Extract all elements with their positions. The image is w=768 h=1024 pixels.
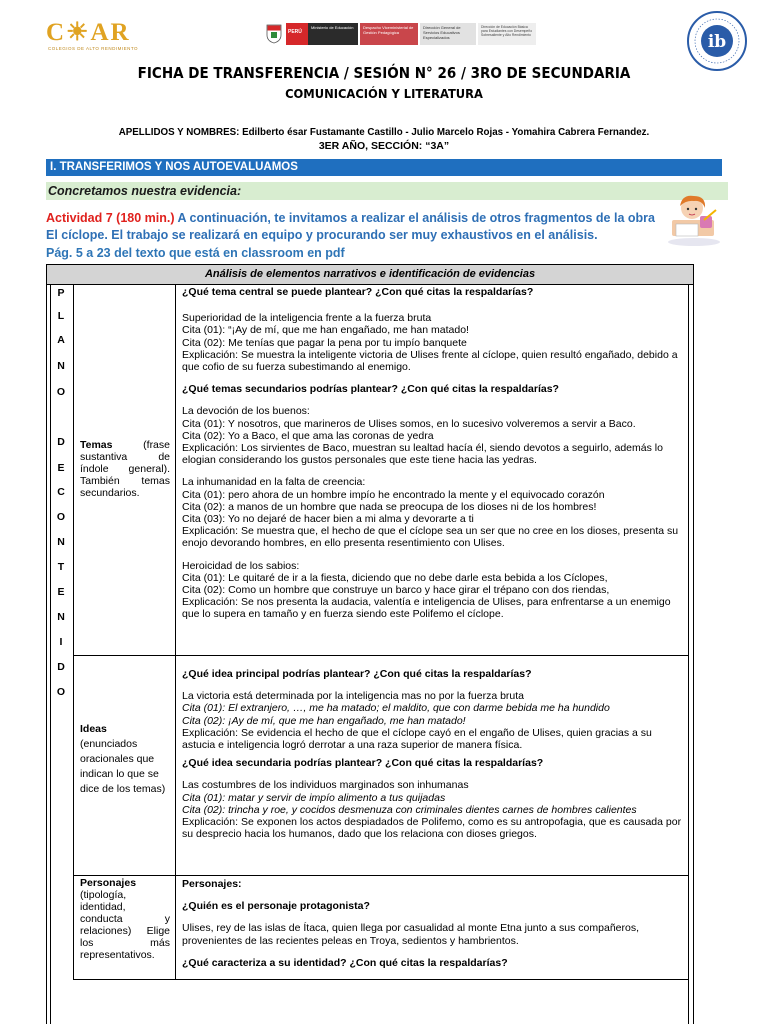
- temas-label: [80, 439, 170, 499]
- ib-logo: [686, 10, 748, 72]
- personajes-label: [80, 877, 170, 961]
- vertical-letter: O: [56, 686, 66, 698]
- tema-central: Superioridad de la inteligencia frente a la fuerza bruta: [182, 312, 432, 325]
- protagonista-answer: Ulises, rey de las islas de Ítaca, quien llega por casualidad al monte Etna junto a sus compañeros, provenientes de las recientes peleas en Troya, sedientos y hambrientos.: [182, 922, 640, 947]
- ministerio-label: Ministerio de Educación: [308, 23, 358, 45]
- ministerio-educacion-banner: [266, 22, 536, 46]
- personajes-question-identidad: ¿Qué caracteriza a su identidad? ¿Con qué citas la respaldarías?: [182, 956, 508, 969]
- vertical-letter: T: [57, 561, 65, 573]
- section-heading: I. TRANSFERIMOS Y NOS AUTOEVALUAMOS: [46, 159, 722, 176]
- tema-central-cita: Cita (01): “¡Ay de mí, que me han engañado, me han matado!: [182, 324, 469, 337]
- idea-secundaria-explicacion: Explicación: Se exponen los actos despiadados de Polifemo, como es su antropofagia, que es causada por su desprecio hacia los humanos, dado que los relaciona con dioses griegos.: [182, 816, 682, 841]
- coar-logo-text: C☀AR: [46, 19, 131, 46]
- personajes-heading: Personajes:: [182, 878, 242, 890]
- tema-secundario-cita: Cita (02): a manos de un hombre que nada se preocupa de los dioses ni de los hombres!: [182, 500, 597, 513]
- vertical-letter: O: [56, 511, 66, 523]
- tema-secundario-title: La inhumanidad en la falta de creencia:: [182, 476, 366, 489]
- personajes-question-protagonista: ¿Quién es el personaje protagonista?: [182, 900, 370, 913]
- direccion-sub-label: Dirección de Educación Básica para Estudiantes con Desempeño Sobresaliente y Alto Rendimiento: [478, 23, 536, 45]
- evidence-heading: Concretamos nuestra evidencia:: [46, 182, 728, 200]
- tema-central-explicacion: Explicación: Se muestra la inteligente victoria de Ulises frente al cíclope, quien resultó engañado, debido a que cofio de su fuerza subestimando al enemigo.: [182, 348, 678, 374]
- personajes-label-title: Personajes: [80, 877, 137, 889]
- activity-instructions: [46, 210, 666, 244]
- document-title: FICHA DE TRANSFERENCIA / SESIÓN N° 26 / 3RO DE SECUNDARIA: [137, 64, 631, 82]
- analysis-table: [46, 264, 694, 1024]
- tema-secundario-cita: Cita (02): Yo a Baco, el que ama las coronas de yedra: [182, 429, 434, 442]
- coar-tagline: COLEGIOS DE ALTO RENDIMIENTO: [48, 46, 139, 51]
- student-names: APELLIDOS Y NOMBRES: Edilberto ésar Fustamante Castillo - Julio Marcelo Rojas - Yomahira Cabrera Fernandez.: [118, 126, 650, 138]
- ideas-question-principal: ¿Qué idea principal podrías plantear? ¿Con qué citas la respaldarías?: [182, 668, 532, 680]
- vertical-letter: O: [56, 386, 66, 398]
- vertical-letter: L: [57, 310, 65, 322]
- tema-secundario-title: Heroicidad de los sabios:: [182, 559, 300, 572]
- table-header: Análisis de elementos narrativos e identificación de evidencias: [46, 264, 694, 284]
- grade-section: 3ER AÑO, SECCIÓN: “3A”: [318, 140, 450, 152]
- tema-secundario-explicacion: Explicación: Los sirvientes de Baco, muestran su lealtad hacía él, siendo devotos a seguirlo, además lo elogian considerando los gustos personales que este tiene hacia las yedras.: [182, 442, 663, 467]
- temas-question-secundarios: ¿Qué temas secundarios podrías plantear? ¿Con qué citas la respaldarías?: [182, 383, 559, 396]
- vertical-letter: A: [57, 334, 65, 346]
- idea-principal-cita: Cita (01): El extranjero, …, me ha matado; el maldito, que con darme bebida me ha hundido: [182, 702, 610, 715]
- student-writing-illustration: [664, 190, 722, 246]
- ideas-label-title: Ideas: [80, 723, 107, 735]
- vertical-letter: D: [57, 436, 65, 448]
- tema-secundario-cita: Cita (01): Y nosotros, que marineros de Ulises somos, en lo sucesivo volveremos a servir a Baco.: [182, 417, 636, 430]
- activity-label: Actividad 7 (180 min.): [46, 211, 175, 225]
- vertical-letter: E: [57, 586, 65, 598]
- tema-secundario-explicacion: Explicación: Se muestra que, el hecho de que el cíclope sea un ser que no cree en los dioses, presenta su enojo devorando hombres, en ello presenta resentimiento con Ulises.: [182, 525, 679, 550]
- temas-label-description: (frase sustantiva de índole general). También temas secundarios.: [80, 439, 170, 499]
- idea-principal: La victoria está determinada por la inteligencia mas no por la fuerza bruta: [182, 690, 525, 703]
- direccion-label: Dirección General de Servicios Educativos Especializados: [420, 23, 476, 45]
- vertical-letter: N: [57, 360, 65, 372]
- tema-secundario-explicacion: Explicación: Se nos presenta la audacia, valentía e inteligencia de Ulises, para enfrentarse a un enemigo que lo supera en tamaño y en fuerza siendo este Polifemo el cíclope.: [182, 596, 671, 621]
- idea-secundaria: Las costumbres de los individuos marginados son inhumanas: [182, 779, 469, 792]
- idea-secundaria-cita: Cita (02): trincha y roe, y cocidos desmenuza con criminales dientes carnes de hombres calientes: [182, 803, 637, 816]
- ideas-label: [80, 722, 170, 797]
- idea-secundaria-cita: Cita (01): matar y servir de impío alimento a tus quijadas: [182, 791, 446, 804]
- ideas-label-description: (enunciados oracionales que indican lo que se dice de los temas): [80, 738, 166, 795]
- personajes-label-description: (tipología, identidad, conducta y relaciones) Elige los más representativos.: [80, 889, 170, 961]
- activity-text: A continuación, te invitamos a realizar el análisis de otros fragmentos de la obra El cíclope. El trabajo se realizará en equipo y procurando ser muy exhaustivos en el análisis.: [46, 211, 655, 242]
- vertical-letter: C: [57, 486, 65, 498]
- idea-principal-cita: Cita (02): ¡Ay de mí, que me han engañado, me han matado!: [182, 714, 466, 727]
- tema-secundario-cita: Cita (03): Yo no dejaré de hacer bien a mi alma y devorarte a ti: [182, 513, 474, 526]
- tema-secundario-cita: Cita (01): pero ahora de un hombre impío he encontrado la mente y el equivocado corazón: [182, 488, 605, 501]
- vertical-letter: P: [57, 287, 65, 299]
- temas-label-title: Temas: [80, 439, 113, 451]
- ideas-question-secundaria: ¿Qué idea secundaria podrías plantear? ¿Con qué citas la respaldarías?: [182, 757, 544, 770]
- ideas-content: [182, 668, 686, 840]
- viceministerio-label: Despacho Viceministerial de Gestión Pedagógica: [360, 23, 418, 45]
- page-reference: Pág. 5 a 23 del texto que está en classroom en pdf: [46, 246, 345, 260]
- tema-central-cita: Cita (02): Me tenías que pagar la pena por tu impío banquete: [182, 336, 467, 349]
- tema-secundario-cita: Cita (02): Como un hombre que construye un barco y hace girar el trépano con dos riendas,: [182, 584, 610, 597]
- coar-logo: [46, 20, 162, 50]
- document-subtitle: COMUNICACIÓN Y LITERATURA: [285, 86, 483, 101]
- tema-secundario-title: La devoción de los buenos:: [182, 405, 310, 418]
- vertical-letter: I: [59, 636, 63, 648]
- personajes-content: [182, 878, 686, 969]
- peru-shield-icon: [266, 24, 282, 44]
- ib-logo-text: ib: [707, 32, 727, 52]
- temas-question-central: ¿Qué tema central se puede plantear? ¿Con qué citas la respaldarías?: [182, 286, 534, 298]
- idea-principal-explicacion: Explicación: Se evidencia el hecho de que el cíclope cayó en el engaño de Ulises, quien gracias a su astucia e inteligencia logró derrotar a una raza superior de manera física.: [182, 726, 652, 752]
- vertical-letter: E: [57, 462, 65, 474]
- vertical-letter: N: [57, 536, 65, 548]
- vertical-letter: D: [57, 661, 65, 673]
- temas-content: [182, 286, 686, 621]
- tema-secundario-cita: Cita (01): Le quitaré de ir a la fiesta, diciendo que no debe darle esta bebida a los Cíclopes,: [182, 571, 608, 584]
- peru-label: PERÚ: [286, 23, 308, 45]
- vertical-letter: N: [57, 611, 65, 623]
